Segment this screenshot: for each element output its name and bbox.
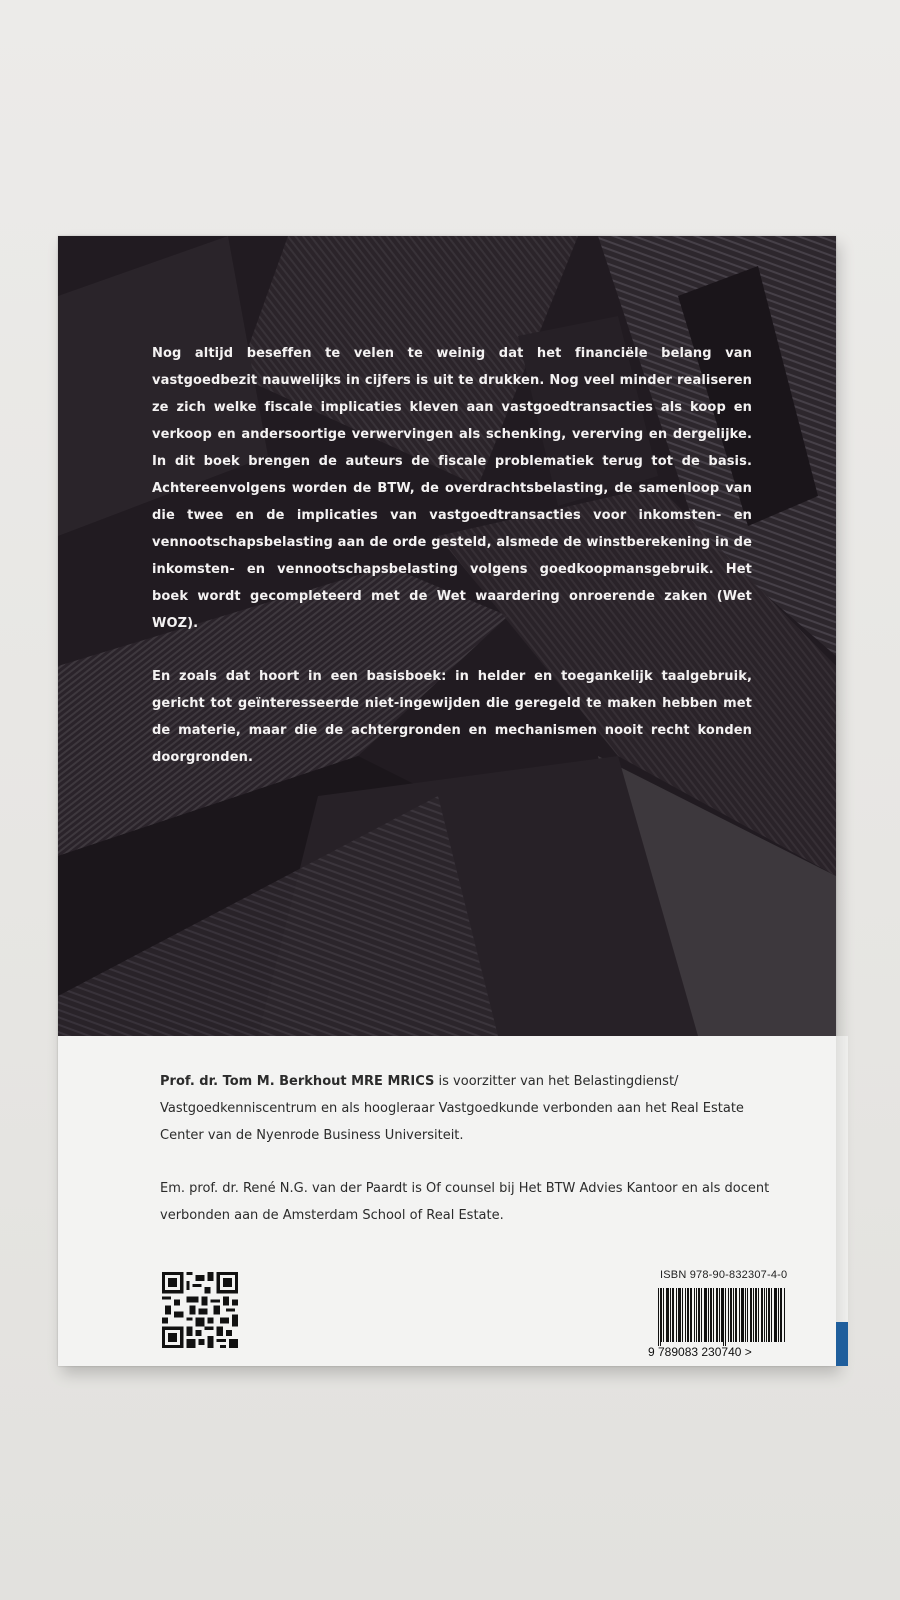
barcode-bar [685, 1288, 686, 1342]
barcode-bar [721, 1288, 722, 1342]
barcode-bar [745, 1288, 746, 1342]
barcode-bar [756, 1288, 757, 1342]
barcode-bar [750, 1288, 751, 1342]
blurb-paragraph-1: Nog altijd beseffen te velen te weinig dat het financiële belang van vastgoedbezit nauwelijks in cijfers is uit te drukken. Nog veel minder realiseren ze zich welke fiscale implicaties kleven aan vastgoedtransacties als koop en verkoop en andersoortige verwervingen als schenking, vererving en dergelijke. In dit boek brengen de auteurs de fiscale problematiek terug tot de basis. Achtereenvolgens worden de BTW, de overdrachtsbelasting, de samenloop van die twee en de implicaties van vastgoedtransacties voor inkomsten- en vennootschapsbelasting aan de orde gesteld, alsmede de winstberekening in de inkomsten- en vennootschapsbelasting volgens goedkoopmansgebruik. Het boek wordt gecompleteerd met de Wet waardering onroerende zaken (Wet WOZ). [152, 346, 752, 631]
barcode-icon [648, 1288, 796, 1358]
author-description-1: is voorzitter van het Belastingdienst/ Vastgoedkenniscentrum en als hoogleraar Vastgoedkunde verbonden aan het Real Estate Center van de Nyenrode Business Universiteit. [160, 1074, 744, 1143]
barcode-bar [660, 1288, 661, 1346]
barcode-bar [699, 1288, 700, 1342]
blurb-paragraph-2: En zoals dat hoort in een basisboek: in helder en toegankelijk taalgebruik, gericht tot geïnteresseerde niet-ingewijden die geregeld te maken hebben met de materie, maar die de achtergronden en mechanismen nooit recht konden doorgronden. [152, 669, 752, 765]
barcode-bar [678, 1288, 679, 1342]
barcode-bar [687, 1288, 688, 1342]
barcode-bar [784, 1288, 785, 1342]
barcode-bar [747, 1288, 748, 1342]
barcode-bar [680, 1288, 681, 1342]
book-spine-edge [836, 1036, 848, 1322]
author-info-panel [58, 1036, 836, 1366]
barcode-bar [719, 1288, 720, 1342]
barcode-bar [730, 1288, 731, 1342]
barcode-bar [761, 1288, 762, 1342]
barcode-bar [741, 1288, 742, 1342]
barcode-bar [682, 1288, 683, 1342]
barcode-bar [717, 1288, 718, 1342]
barcode-bar [768, 1288, 769, 1342]
barcode-bar [710, 1288, 711, 1342]
barcode-bar [781, 1288, 782, 1342]
barcode-bar [731, 1288, 732, 1342]
barcode-bar [766, 1288, 767, 1342]
barcode-bar [705, 1288, 706, 1342]
barcode-bar [663, 1288, 664, 1342]
barcode-bar [776, 1288, 777, 1342]
barcode-bar [716, 1288, 717, 1342]
barcode-digits: 9 789083 230740 > [648, 1345, 752, 1358]
barcode-bar [771, 1288, 772, 1342]
barcode-bar [672, 1288, 673, 1342]
barcode-bar [723, 1288, 724, 1346]
barcode-bar [736, 1288, 737, 1342]
barcode-bar [769, 1288, 770, 1342]
barcode-bar [679, 1288, 680, 1342]
barcode-bar [725, 1288, 726, 1346]
author-bio-1 [160, 1068, 780, 1149]
barcode-bar [667, 1288, 668, 1342]
barcode-bar [735, 1288, 736, 1342]
barcode-bar [691, 1288, 692, 1342]
barcode-bar [698, 1288, 699, 1342]
barcode-bar [696, 1288, 697, 1342]
barcode-bar [668, 1288, 669, 1342]
barcode-bar [751, 1288, 752, 1342]
author-name-2: Em. prof. dr. René N.G. van der Paardt [160, 1181, 408, 1196]
barcode-bar [673, 1288, 674, 1342]
barcode-bar [774, 1288, 775, 1342]
barcode-bar [670, 1288, 671, 1342]
barcode-bar [742, 1288, 743, 1342]
barcode-bar [739, 1288, 740, 1342]
barcode-bar [708, 1288, 709, 1342]
barcode-bar [704, 1288, 705, 1342]
author-description-2: is Of counsel bij Het BTW Advies Kantoor en als docent verbonden aan de Amsterdam School of Real Estate. [160, 1181, 770, 1223]
barcode-bar [676, 1288, 677, 1342]
qr-code-icon [162, 1272, 238, 1348]
barcode-bar [753, 1288, 754, 1342]
barcode-bar [733, 1288, 734, 1342]
spine-accent [836, 1322, 848, 1366]
barcode-bar [778, 1288, 779, 1342]
blurb [152, 340, 752, 797]
barcode-bar [775, 1288, 776, 1342]
barcode-bar [762, 1288, 763, 1342]
barcode-bar [743, 1288, 744, 1342]
barcode-bar [758, 1288, 759, 1342]
isbn-label: ISBN 978-90-832307-4-0 [660, 1269, 788, 1281]
barcode-bar [694, 1288, 695, 1342]
barcode-bar [713, 1288, 714, 1342]
barcode-bar [701, 1288, 702, 1342]
barcode-bar [690, 1288, 691, 1342]
barcode-bar [780, 1288, 781, 1342]
barcode-bar [666, 1288, 667, 1342]
book-back-cover [58, 236, 836, 1366]
author-bio-2 [160, 1175, 780, 1229]
barcode-bar [755, 1288, 756, 1342]
barcode-bar [688, 1288, 689, 1342]
barcode-bar [764, 1288, 765, 1342]
barcode-bar [661, 1288, 662, 1342]
author-bios [160, 1068, 780, 1255]
barcode-bar [722, 1288, 723, 1342]
barcode-bar [658, 1288, 659, 1346]
barcode-bar [728, 1288, 729, 1342]
cover-photo-panel [58, 236, 836, 1036]
barcode-bar [711, 1288, 712, 1342]
barcode-bar [706, 1288, 707, 1342]
author-name-1: Prof. dr. Tom M. Berkhout MRE MRICS [160, 1074, 435, 1089]
